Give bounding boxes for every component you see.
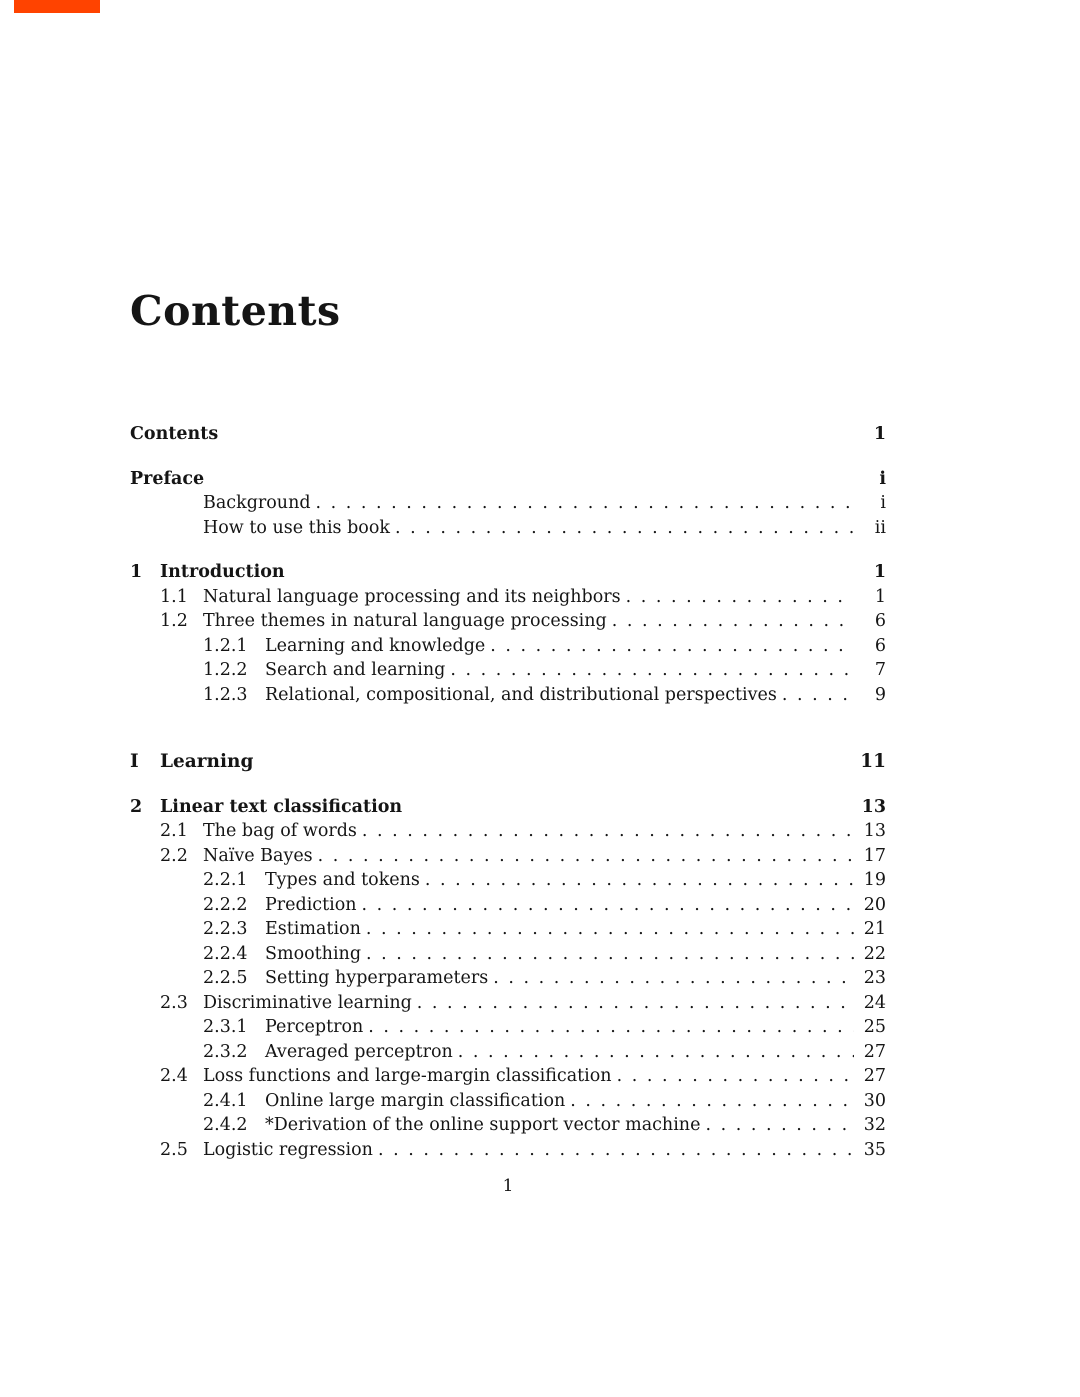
toc-entry[interactable]	[130, 868, 886, 893]
toc-entry-number: 2.1	[160, 821, 188, 841]
toc-entry[interactable]	[130, 893, 886, 918]
top-left-marker	[14, 0, 100, 13]
toc-entry-number: 2.2.2	[203, 894, 248, 915]
toc-entry-number: 2.4.2	[203, 1115, 248, 1135]
toc-entry-number: 1.2.1	[203, 635, 248, 656]
toc-entry[interactable]	[130, 1113, 886, 1138]
toc-entry-label: Prediction	[265, 894, 357, 915]
toc-entry-number: 1.1	[160, 586, 188, 607]
toc-entry[interactable]	[130, 819, 886, 844]
toc-entry-label: Online large margin classification	[265, 1090, 566, 1111]
footer-page-number: 1	[502, 1176, 514, 1196]
toc-entry-label: Contents	[130, 424, 219, 444]
toc-entry[interactable]	[130, 1064, 886, 1089]
toc-entry[interactable]	[130, 658, 886, 683]
toc-entry[interactable]	[130, 491, 886, 516]
toc-entry-number: 2.4.1	[203, 1090, 248, 1111]
toc-entry-label: Three themes in natural language processing	[203, 611, 607, 631]
toc-entry-page: 6	[874, 611, 886, 631]
toc-entry-number: 1.2.3	[203, 684, 248, 705]
toc-entry[interactable]	[130, 1015, 886, 1040]
toc-dot-leader	[782, 683, 854, 708]
toc-entry-label: Setting hyperparameters	[265, 968, 489, 988]
toc-dot-leader	[425, 868, 854, 893]
toc-entry-page: 11	[860, 751, 886, 772]
toc-dot-leader	[450, 658, 854, 683]
toc-dot-leader	[366, 942, 854, 967]
toc-entry-number: I	[130, 751, 139, 772]
toc-dot-leader	[362, 893, 854, 918]
toc-dot-leader	[626, 585, 854, 610]
toc-entry-label: Averaged perceptron	[265, 1041, 453, 1062]
toc-entry-number: 2.3.2	[203, 1041, 248, 1062]
toc-entry-number: 1.2.2	[203, 660, 248, 680]
toc-dot-leader	[318, 844, 854, 869]
toc-entry[interactable]	[130, 942, 886, 967]
toc-entry-number: 2.3	[160, 992, 188, 1013]
toc-entry-label: Preface	[130, 468, 205, 489]
toc-entry-page: 1	[873, 562, 886, 582]
toc-entry-page: 9	[874, 684, 886, 705]
toc-entry-page: 19	[863, 870, 886, 890]
toc-entry-label: How to use this book	[203, 517, 390, 538]
toc-dot-leader	[493, 966, 854, 991]
toc-dot-leader	[705, 1113, 854, 1138]
toc-entry-page: 1	[873, 424, 886, 444]
toc-entry[interactable]	[130, 634, 886, 659]
toc-entry[interactable]	[130, 585, 886, 610]
toc-dot-leader	[395, 516, 854, 541]
toc-entry-number: 2.5	[160, 1139, 188, 1160]
toc-entry-page: i	[880, 493, 886, 513]
toc-entry-page: 7	[874, 660, 886, 680]
toc-entry-number: 2.4	[160, 1066, 188, 1086]
toc-entry-number: 2.2	[160, 845, 188, 866]
toc-entry-page: 30	[863, 1090, 886, 1111]
toc-entry-page: 23	[863, 968, 886, 988]
toc-entry-page: 35	[863, 1139, 886, 1160]
toc-entry-label: Loss functions and large-margin classification	[203, 1066, 612, 1086]
toc-dot-leader	[490, 634, 854, 659]
toc-entry-label: Logistic regression	[203, 1139, 373, 1160]
toc-entry[interactable]	[130, 516, 886, 541]
toc-entry-page: 22	[863, 943, 886, 964]
toc-entry[interactable]	[130, 795, 886, 820]
toc-entry[interactable]	[130, 917, 886, 942]
toc-dot-leader	[368, 1015, 854, 1040]
toc-entry-label: Naïve Bayes	[203, 845, 313, 866]
toc-entry-number: 1.2	[160, 611, 188, 631]
toc-entry-page: 6	[874, 635, 886, 656]
toc-entry-page: 17	[863, 845, 886, 866]
toc-entry-page: 20	[863, 894, 886, 915]
toc-entry-label: Estimation	[265, 919, 361, 939]
toc-dot-leader	[570, 1089, 854, 1114]
toc-dot-leader	[362, 819, 854, 844]
toc-entry-number: 1	[130, 562, 143, 582]
page-title: Contents	[130, 287, 341, 335]
toc-entry-page: 24	[863, 992, 886, 1013]
toc-entry-label: *Derivation of the online support vector machine	[265, 1115, 701, 1135]
toc-dot-leader	[617, 1064, 854, 1089]
toc-entry-page: i	[879, 468, 886, 489]
toc-entry-page: 1	[874, 586, 886, 607]
toc-entry[interactable]	[130, 966, 886, 991]
toc-entry[interactable]	[130, 1040, 886, 1065]
toc-entry-number: 2	[130, 796, 143, 817]
toc-entry-label: Linear text classification	[160, 796, 403, 817]
toc-list	[130, 422, 886, 1162]
toc-dot-leader	[366, 917, 854, 942]
toc-entry-label: Smoothing	[265, 943, 362, 964]
toc-dot-leader	[612, 609, 854, 634]
toc-entry-number: 2.2.3	[203, 919, 248, 939]
toc-entry[interactable]	[130, 560, 886, 585]
toc-entry-label: The bag of words	[203, 821, 357, 841]
toc-entry[interactable]	[130, 422, 886, 447]
toc-entry[interactable]	[130, 750, 886, 775]
toc-entry-page: 25	[863, 1017, 886, 1037]
toc-dot-leader	[458, 1040, 854, 1065]
toc-dot-leader	[378, 1138, 854, 1163]
toc-entry-label: Perceptron	[265, 1017, 364, 1037]
toc-entry-label: Learning and knowledge	[265, 635, 486, 656]
toc-dot-leader	[417, 991, 854, 1016]
toc-entry[interactable]	[130, 991, 886, 1016]
toc-entry-number: 2.3.1	[203, 1017, 248, 1037]
toc-entry-number: 2.2.1	[203, 870, 248, 890]
toc-entry-label: Learning	[160, 751, 254, 772]
toc-entry[interactable]	[130, 1089, 886, 1114]
toc-entry-number: 2.2.4	[203, 943, 248, 964]
toc-entry[interactable]	[130, 609, 886, 634]
toc-entry[interactable]	[130, 1138, 886, 1163]
toc-entry-page: 13	[863, 821, 886, 841]
toc-entry-label: Relational, compositional, and distributional perspectives	[265, 684, 777, 705]
toc-entry-label: Types and tokens	[265, 870, 420, 890]
toc-entry-page: 27	[863, 1041, 886, 1062]
toc-entry-number: 2.2.5	[203, 968, 248, 988]
toc-entry-page: ii	[874, 517, 886, 538]
toc-entry-page: 32	[863, 1115, 886, 1135]
toc-entry[interactable]	[130, 683, 886, 708]
toc-entry-label: Background	[203, 493, 311, 513]
toc-entry[interactable]	[130, 844, 886, 869]
toc-entry[interactable]	[130, 467, 886, 492]
toc-entry-page: 13	[861, 796, 886, 817]
toc-entry-page: 27	[863, 1066, 886, 1086]
toc-entry-label: Discriminative learning	[203, 992, 412, 1013]
toc-entry-page: 21	[863, 919, 886, 939]
toc-entry-label: Introduction	[160, 562, 285, 582]
toc-entry-label: Search and learning	[265, 660, 446, 680]
toc-dot-leader	[316, 491, 854, 516]
toc-entry-label: Natural language processing and its neighbors	[203, 586, 621, 607]
